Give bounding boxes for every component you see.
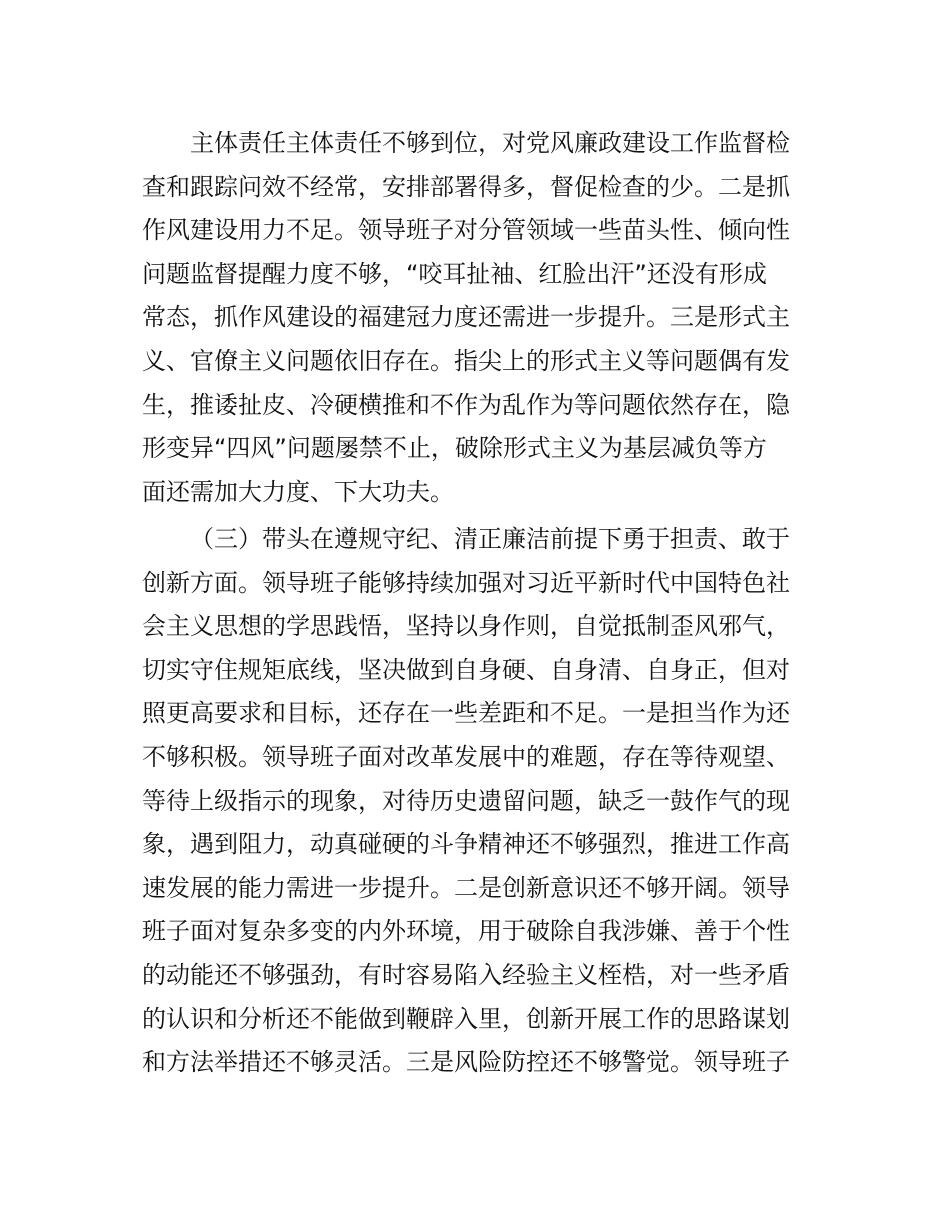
text-line: 等待上级指示的现象，对待历史遗留问题，缺乏一鼓作气的现 (142, 786, 790, 815)
text-line: 不够积极。领导班子面对改革发展中的难题，存在等待观望、 (142, 742, 790, 771)
text-line: 的动能还不够强劲，有时容易陷入经验主义桎梏，对一些矛盾 (142, 960, 790, 989)
text-line: 班子面对复杂多变的内外环境，用于破除自我涉嫌、善于个性 (142, 917, 790, 946)
text-line: 作风建设用力不足。领导班子对分管领域一些苗头性、倾向性 (142, 216, 790, 245)
text-line: 切实守住规矩底线，坚决做到自身硬、自身清、自身正，但对 (142, 655, 790, 684)
text-line: 的认识和分析还不能做到鞭辟入里，创新开展工作的思路谋划 (142, 1004, 790, 1033)
paragraph-2 (142, 518, 814, 1085)
text-line: 和方法举措还不够灵活。三是风险防控还不够警觉。领导班子 (142, 1048, 790, 1077)
text-line: 面还需加大力度、下大功夫。 (142, 477, 454, 506)
text-line: 生，推诿扯皮、冷硬横推和不作为乱作为等问题依然存在，隐 (142, 390, 790, 419)
text-line: 查和跟踪问效不经常，安排部署得多，督促检查的少。二是抓 (142, 172, 790, 201)
text-line: 形变异“四风”问题屡禁不止，破除形式主义为基层减负等方 (142, 434, 767, 463)
text-line: 常态，抓作风建设的福建冠力度还需进一步提升。三是形式主 (142, 303, 790, 332)
text-line: 问题监督提醒力度不够，“咬耳扯袖、红脸出汗”还没有形成 (142, 259, 767, 288)
text-line: 象，遇到阻力，动真碰硬的斗争精神还不够强烈，推进工作高 (142, 830, 790, 859)
text-line: 会主义思想的学思践悟，坚持以身作则，自觉抵制歪风邪气， (142, 612, 790, 641)
text-line: 照更高要求和目标，还存在一些差距和不足。一是担当作为还 (142, 699, 790, 728)
paragraph-1 (142, 122, 814, 514)
text-line: （三）带头在遵规守纪、清正廉洁前提下勇于担责、敢于 (190, 525, 790, 553)
text-line: 主体责任主体责任不够到位，对党风廉政建设工作监督检 (190, 129, 790, 157)
text-line: 创新方面。领导班子能够持续加强对习近平新时代中国特色社 (142, 568, 790, 597)
text-line: 义、官僚主义问题依旧存在。指尖上的形式主义等问题偶有发 (142, 346, 790, 375)
text-line: 速发展的能力需进一步提升。二是创新意识还不够开阔。领导 (142, 873, 790, 902)
